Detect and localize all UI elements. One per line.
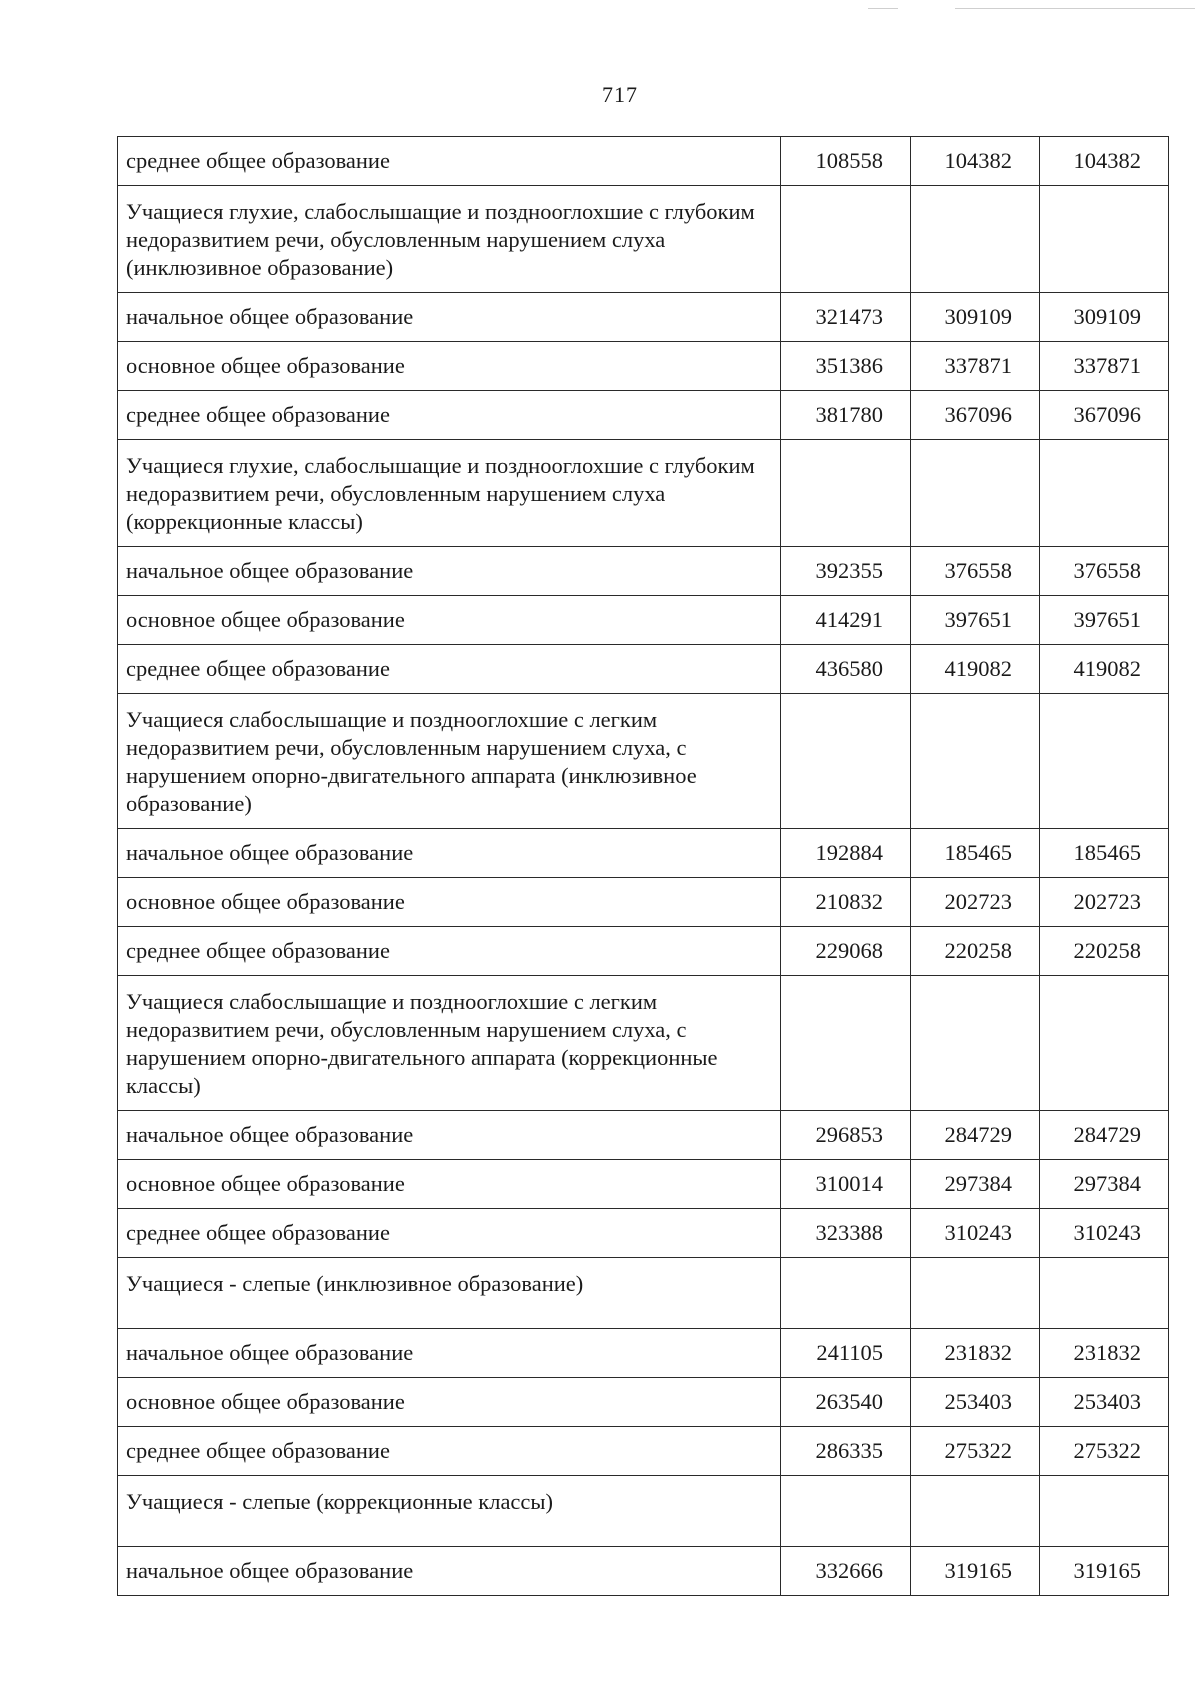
value-cell-2: 367096 [911,391,1040,440]
value-cell-1: 286335 [781,1427,911,1476]
table-row [118,927,1169,976]
education-level-label: среднее общее образование [118,927,781,976]
category-label: Учащиеся слабослышащие и позднооглохшие с легким недоразвитием речи, обусловленным нарушением слуха, с нарушением опорно-двигательного аппарата (инклюзивное образование) [118,694,781,829]
value-cell-1: 108558 [781,137,911,186]
education-level-label: среднее общее образование [118,137,781,186]
table-row [118,829,1169,878]
category-label: Учащиеся - слепые (инклюзивное образование) [118,1258,781,1329]
table-row [118,1427,1169,1476]
table-row [118,293,1169,342]
category-row [118,1258,1169,1329]
category-row [118,440,1169,547]
category-label: Учащиеся глухие, слабослышащие и позднооглохшие с глубоким недоразвитием речи, обусловленным нарушением слуха (коррекционные классы) [118,440,781,547]
value-cell-3: 297384 [1040,1160,1169,1209]
page-number: 717 [602,82,638,107]
table-row [118,137,1169,186]
table-row [118,1111,1169,1160]
table-row [118,1329,1169,1378]
value-cell-3: 185465 [1040,829,1169,878]
category-label: Учащиеся слабослышащие и позднооглохшие с легким недоразвитием речи, обусловленным нарушением слуха, с нарушением опорно-двигательного аппарата (коррекционные классы) [118,976,781,1111]
value-cell-3: 376558 [1040,547,1169,596]
value-cell-1: 210832 [781,878,911,927]
value-cell-3: 202723 [1040,878,1169,927]
value-cell-2: 275322 [911,1427,1040,1476]
value-cell-2: 284729 [911,1111,1040,1160]
value-cell-3 [1040,976,1169,1111]
value-cell-2: 231832 [911,1329,1040,1378]
value-cell-2 [911,1476,1040,1547]
value-cell-2: 202723 [911,878,1040,927]
value-cell-3 [1040,186,1169,293]
cost-table [117,136,1169,1596]
category-row [118,186,1169,293]
value-cell-3: 220258 [1040,927,1169,976]
value-cell-1 [781,440,911,547]
value-cell-1: 436580 [781,645,911,694]
education-level-label: основное общее образование [118,596,781,645]
value-cell-3: 284729 [1040,1111,1169,1160]
value-cell-3: 367096 [1040,391,1169,440]
value-cell-1: 263540 [781,1378,911,1427]
value-cell-1: 296853 [781,1111,911,1160]
value-cell-2: 310243 [911,1209,1040,1258]
value-cell-3: 419082 [1040,645,1169,694]
value-cell-3: 104382 [1040,137,1169,186]
value-cell-3: 253403 [1040,1378,1169,1427]
value-cell-2: 376558 [911,547,1040,596]
value-cell-3: 319165 [1040,1547,1169,1596]
education-level-label: начальное общее образование [118,1547,781,1596]
category-row [118,976,1169,1111]
education-level-label: среднее общее образование [118,645,781,694]
value-cell-3 [1040,440,1169,547]
category-row [118,1476,1169,1547]
value-cell-2 [911,976,1040,1111]
education-level-label: начальное общее образование [118,293,781,342]
value-cell-3 [1040,694,1169,829]
education-level-label: начальное общее образование [118,829,781,878]
table-row [118,1209,1169,1258]
value-cell-2 [911,440,1040,547]
value-cell-1: 332666 [781,1547,911,1596]
cost-table-body [118,137,1169,1596]
value-cell-2: 104382 [911,137,1040,186]
value-cell-2: 297384 [911,1160,1040,1209]
table-row [118,342,1169,391]
value-cell-2 [911,694,1040,829]
value-cell-1: 310014 [781,1160,911,1209]
table-row [118,391,1169,440]
scan-artifact-line [955,8,1195,9]
value-cell-1: 241105 [781,1329,911,1378]
value-cell-1 [781,694,911,829]
value-cell-3: 309109 [1040,293,1169,342]
value-cell-2: 337871 [911,342,1040,391]
education-level-label: начальное общее образование [118,547,781,596]
value-cell-3: 275322 [1040,1427,1169,1476]
education-level-label: среднее общее образование [118,1209,781,1258]
value-cell-3: 337871 [1040,342,1169,391]
value-cell-1 [781,186,911,293]
value-cell-2 [911,1258,1040,1329]
education-level-label: среднее общее образование [118,391,781,440]
value-cell-2: 309109 [911,293,1040,342]
value-cell-1: 192884 [781,829,911,878]
value-cell-2: 419082 [911,645,1040,694]
education-level-label: основное общее образование [118,1160,781,1209]
value-cell-2 [911,186,1040,293]
table-row [118,645,1169,694]
table-row [118,1547,1169,1596]
value-cell-2: 253403 [911,1378,1040,1427]
education-level-label: среднее общее образование [118,1427,781,1476]
table-row [118,596,1169,645]
value-cell-1: 392355 [781,547,911,596]
value-cell-2: 397651 [911,596,1040,645]
category-row [118,694,1169,829]
value-cell-1 [781,976,911,1111]
table-row [118,1160,1169,1209]
education-level-label: основное общее образование [118,342,781,391]
education-level-label: начальное общее образование [118,1329,781,1378]
scan-artifact-line [868,8,898,9]
value-cell-3: 231832 [1040,1329,1169,1378]
value-cell-1: 323388 [781,1209,911,1258]
value-cell-3: 310243 [1040,1209,1169,1258]
education-level-label: основное общее образование [118,878,781,927]
value-cell-2: 220258 [911,927,1040,976]
education-level-label: начальное общее образование [118,1111,781,1160]
education-level-label: основное общее образование [118,1378,781,1427]
value-cell-2: 319165 [911,1547,1040,1596]
value-cell-1: 414291 [781,596,911,645]
value-cell-1 [781,1476,911,1547]
table-row [118,1378,1169,1427]
table-row [118,878,1169,927]
value-cell-1: 321473 [781,293,911,342]
category-label: Учащиеся глухие, слабослышащие и позднооглохшие с глубоким недоразвитием речи, обусловленным нарушением слуха (инклюзивное образование) [118,186,781,293]
value-cell-1: 351386 [781,342,911,391]
value-cell-1: 381780 [781,391,911,440]
value-cell-3: 397651 [1040,596,1169,645]
table-row [118,547,1169,596]
value-cell-2: 185465 [911,829,1040,878]
category-label: Учащиеся - слепые (коррекционные классы) [118,1476,781,1547]
value-cell-3 [1040,1258,1169,1329]
value-cell-3 [1040,1476,1169,1547]
value-cell-1 [781,1258,911,1329]
value-cell-1: 229068 [781,927,911,976]
